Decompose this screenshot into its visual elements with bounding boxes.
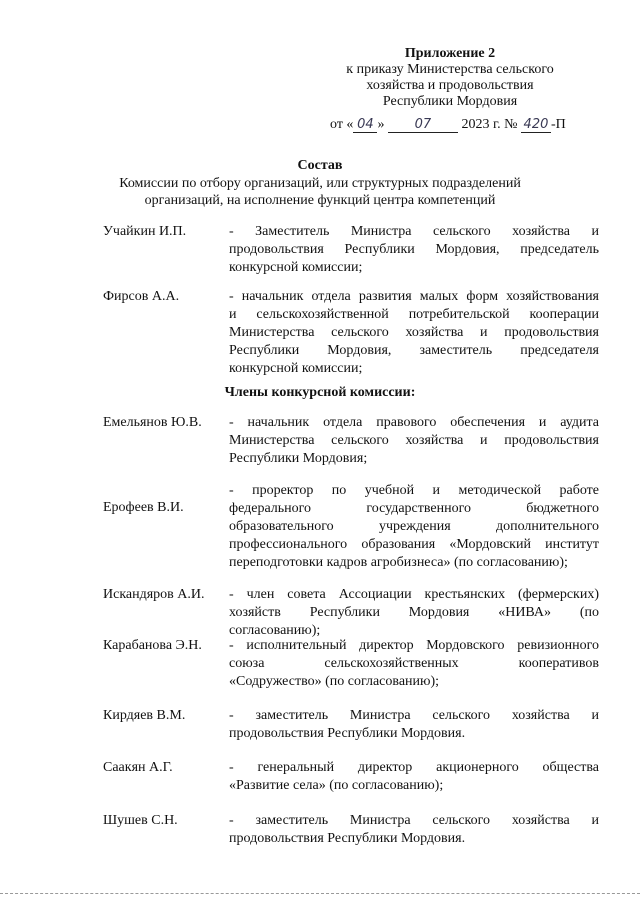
members-heading: Члены конкурсной комиссии: (224, 385, 416, 400)
description-line: продовольствия Республики Мордовия. (229, 726, 466, 741)
member-description (229, 759, 599, 795)
description-line: Министерства сельского хозяйства и продовольствия (229, 325, 599, 340)
member-name: Шушев С.Н. (103, 813, 178, 828)
member-name: Саакян А.Г. (103, 760, 173, 775)
description-line: федерального государственного бюджетного (229, 501, 599, 516)
member-description (229, 586, 599, 640)
description-line: переподготовки кадров агробизнеса» (по согласованию); (229, 555, 568, 570)
member-name: Искандяров А.И. (103, 587, 205, 602)
member-name: Ерофеев В.И. (103, 500, 184, 515)
description-line: продовольствия Республики Мордовия, председатель (229, 242, 599, 257)
description-line: - заместитель Министра сельского хозяйства и (229, 813, 599, 828)
description-line: союза сельскохозяйственных кооперативов (229, 656, 599, 671)
description-line: «Содружество» (по согласованию); (229, 674, 440, 689)
title-line-1: Комиссии по отбору организаций, или структурных подразделений (119, 176, 521, 191)
description-line: конкурсной комиссии; (229, 361, 363, 376)
member-description (229, 288, 599, 378)
description-line: Министерства сельского хозяйства и продовольствия (229, 433, 599, 448)
member-description (229, 707, 599, 743)
member-description (229, 414, 599, 468)
member-description (229, 637, 599, 691)
description-line: - заместитель Министра сельского хозяйства и (229, 708, 599, 723)
description-line: - Заместитель Министра сельского хозяйства и (229, 224, 599, 239)
description-line: профессионального образования «Мордовский институт (229, 537, 599, 552)
page-bottom-edge (0, 893, 640, 894)
description-line: и сельскохозяйственной потребительской кооперации (229, 307, 599, 322)
description-line: - член совета Ассоциации крестьянских (фермерских) (229, 587, 599, 602)
member-name: Емельянов Ю.В. (103, 415, 202, 430)
description-line: Республики Мордовия, заместитель председателя (229, 343, 599, 358)
description-line: согласованию); (229, 623, 321, 638)
order-year: 2023 г. № (461, 117, 518, 132)
appendix-line-1: к приказу Министерства сельского (346, 62, 554, 77)
description-line: хозяйств Республики Мордовия «НИВА» (по (229, 605, 599, 620)
description-line: - генеральный директор акционерного общества (229, 760, 599, 775)
order-suffix: -П (550, 117, 566, 132)
appendix-title: Приложение 2 (404, 46, 496, 61)
description-line: - проректор по учебной и методической работе (229, 483, 599, 498)
description-line: «Развитие села» (по согласованию); (229, 778, 444, 793)
order-month: 07 (388, 117, 458, 133)
description-line: - начальник отдела правового обеспечения и аудита (229, 415, 599, 430)
member-name: Фирсов А.А. (103, 289, 180, 304)
description-line: Республики Мордовия; (229, 451, 368, 466)
description-line: конкурсной комиссии; (229, 260, 363, 275)
member-description (229, 482, 599, 572)
appendix-line-2: хозяйства и продовольствия (366, 78, 534, 93)
member-name: Учайкин И.П. (103, 224, 187, 239)
member-description (229, 812, 599, 848)
description-line: - исполнительный директор Мордовского ревизионного (229, 638, 599, 653)
member-name: Карабанова Э.Н. (103, 638, 202, 653)
order-mid: » (377, 117, 385, 132)
member-description (229, 223, 599, 277)
member-name: Кирдяев В.М. (103, 708, 186, 723)
appendix-line-3: Республики Мордовия (382, 94, 518, 109)
title-main: Состав (297, 158, 343, 173)
title-line-2: организаций, на исполнение функций центра компетенций (144, 193, 496, 208)
appendix-block (300, 46, 600, 110)
description-line: продовольствия Республики Мордовия. (229, 831, 466, 846)
description-line: - начальник отдела развития малых форм хозяйствования (229, 289, 599, 304)
order-day: 04 (353, 117, 377, 133)
description-line: образовательного учреждения дополнительного (229, 519, 599, 534)
order-number: 420 (521, 117, 551, 133)
order-date-number (330, 117, 566, 133)
order-prefix: от « (330, 117, 354, 132)
